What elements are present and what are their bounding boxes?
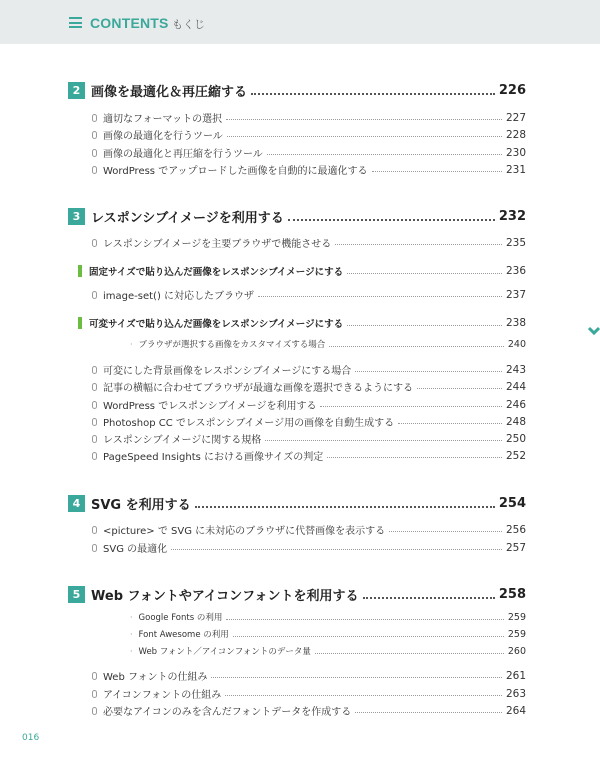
section-title: 固定サイズで貼り込んだ画像をレスポンシブイメージにする <box>89 267 344 278</box>
toc-item[interactable] <box>92 703 526 718</box>
clip-icon <box>92 690 97 698</box>
item-title: WordPress でアップロードした画像を自動的に最適化する <box>103 166 368 177</box>
item-page: 227 <box>505 111 526 124</box>
toc-item[interactable] <box>92 397 526 412</box>
clip-icon <box>92 383 97 391</box>
subitem-title: Font Awesome の利用 <box>138 630 229 640</box>
item-title: image-set() に対応したブラウザ <box>103 291 255 302</box>
toc-subitem[interactable] <box>130 628 526 640</box>
item-page: 263 <box>505 687 526 700</box>
clip-icon <box>92 291 97 299</box>
chapter-title: レスポンシブイメージを利用する <box>91 211 284 226</box>
clip-icon <box>92 435 97 443</box>
section-row[interactable] <box>78 316 526 330</box>
item-page: 235 <box>505 236 526 249</box>
subitem-page: 259 <box>507 611 526 623</box>
item-page: 228 <box>505 128 526 141</box>
subitem-title: Google Fonts の利用 <box>138 613 223 623</box>
toc-item[interactable] <box>92 362 526 377</box>
clip-icon <box>92 526 97 534</box>
chevron-down-icon[interactable] <box>588 326 600 336</box>
item-page: 231 <box>505 163 526 176</box>
item-page: 264 <box>505 704 526 717</box>
toc-item[interactable] <box>92 448 526 463</box>
contents-subtitle: もくじ <box>172 18 205 31</box>
item-page: 244 <box>505 380 526 393</box>
toc-item[interactable] <box>92 414 526 429</box>
section-row[interactable] <box>78 264 526 278</box>
toc-item[interactable] <box>92 145 526 160</box>
section-bar <box>78 265 82 277</box>
chapter-page: 258 <box>498 587 526 602</box>
toc-item[interactable] <box>92 127 526 142</box>
section-title: 可変サイズで貼り込んだ画像をレスポンシブイメージにする <box>89 319 344 330</box>
item-page: 252 <box>505 449 526 462</box>
toc-item[interactable] <box>92 668 526 683</box>
chapter-row[interactable] <box>68 585 526 604</box>
chapter-number: 5 <box>68 586 85 603</box>
chapter-number: 4 <box>68 495 85 512</box>
toc-item[interactable] <box>92 110 526 125</box>
item-title: Web フォントの仕組み <box>103 672 208 683</box>
toc-item[interactable] <box>92 287 526 302</box>
clip-icon <box>92 114 97 122</box>
section-bar <box>78 317 82 329</box>
menu-icon[interactable] <box>69 17 82 28</box>
clip-icon <box>92 131 97 139</box>
item-page: 237 <box>505 288 526 301</box>
toc-item[interactable] <box>92 162 526 177</box>
item-page: 256 <box>505 523 526 536</box>
subitem-title: Web フォント／アイコンフォントのデータ量 <box>138 647 311 657</box>
item-page: 243 <box>505 363 526 376</box>
item-title: レスポンシブイメージを主要ブラウザで機能させる <box>103 239 332 250</box>
toc-subitem[interactable] <box>130 611 526 623</box>
chapter-row[interactable] <box>68 81 526 100</box>
clip-icon <box>92 366 97 374</box>
chapter-number: 2 <box>68 82 85 99</box>
item-page: 250 <box>505 432 526 445</box>
header-bar <box>0 0 600 44</box>
clip-icon <box>92 401 97 409</box>
chapter-title: SVG を利用する <box>91 498 191 513</box>
chapter-row[interactable] <box>68 207 526 226</box>
chapter-title: 画像を最適化＆再圧縮する <box>91 85 248 100</box>
item-page: 261 <box>505 669 526 682</box>
item-title: 適切なフォーマットの選択 <box>103 114 223 125</box>
item-title: PageSpeed Insights における画像サイズの判定 <box>103 452 324 463</box>
section-page: 236 <box>505 265 526 277</box>
item-title: 記事の横幅に合わせてブラウザが最適な画像を選択できるようにする <box>103 383 413 394</box>
subitem-page: 259 <box>507 628 526 640</box>
toc-item[interactable] <box>92 522 526 537</box>
item-page: 257 <box>505 541 526 554</box>
dot-bullet: · <box>130 612 133 622</box>
toc-item[interactable] <box>92 686 526 701</box>
item-title: Photoshop CC でレスポンシブイメージ用の画像を自動生成する <box>103 418 395 429</box>
chapter-page: 226 <box>498 83 526 98</box>
subitem-page: 240 <box>507 338 526 350</box>
item-title: レスポンシブイメージに関する規格 <box>103 435 262 446</box>
toc-item[interactable] <box>92 540 526 555</box>
clip-icon <box>92 166 97 174</box>
clip-icon <box>92 544 97 552</box>
chapter-page: 232 <box>498 209 526 224</box>
item-title: 可変にした背景画像をレスポンシブイメージにする場合 <box>103 366 352 377</box>
section-page: 238 <box>505 317 526 329</box>
dot-bullet: · <box>130 629 133 639</box>
item-title: 画像の最適化を行うツール <box>103 131 223 142</box>
clip-icon <box>92 707 97 715</box>
item-title: アイコンフォントの仕組み <box>103 690 222 701</box>
item-title: 画像の最適化と再圧縮を行うツール <box>103 149 263 160</box>
clip-icon <box>92 239 97 247</box>
toc-subitem[interactable] <box>130 338 526 350</box>
chapter-row[interactable] <box>68 494 526 513</box>
contents-title: CONTENTS <box>90 15 169 31</box>
toc-item[interactable] <box>92 235 526 250</box>
item-title: 必要なアイコンのみを含んだフォントデータを作成する <box>103 707 352 718</box>
chapter-number: 3 <box>68 208 85 225</box>
item-page: 246 <box>505 398 526 411</box>
item-title: <picture> で SVG に未対応のブラウザに代替画像を表示する <box>103 526 386 537</box>
subitem-title: ブラウザが選択する画像をカスタマイズする場合 <box>138 340 326 350</box>
clip-icon <box>92 418 97 426</box>
dot-bullet: · <box>130 339 133 349</box>
item-page: 248 <box>505 415 526 428</box>
clip-icon <box>92 149 97 157</box>
item-title: WordPress でレスポンシブイメージを利用する <box>103 401 317 412</box>
toc-item[interactable] <box>92 431 526 446</box>
item-page: 230 <box>505 146 526 159</box>
toc-subitem[interactable] <box>130 645 526 657</box>
chapter-page: 254 <box>498 496 526 511</box>
item-title: SVG の最適化 <box>103 544 168 555</box>
clip-icon <box>92 452 97 460</box>
chapter-title: Web フォントやアイコンフォントを利用する <box>91 589 359 604</box>
page-number: 016 <box>22 733 40 743</box>
dot-bullet: · <box>130 646 133 656</box>
subitem-page: 260 <box>507 645 526 657</box>
toc-item[interactable] <box>92 379 526 394</box>
clip-icon <box>92 672 97 680</box>
